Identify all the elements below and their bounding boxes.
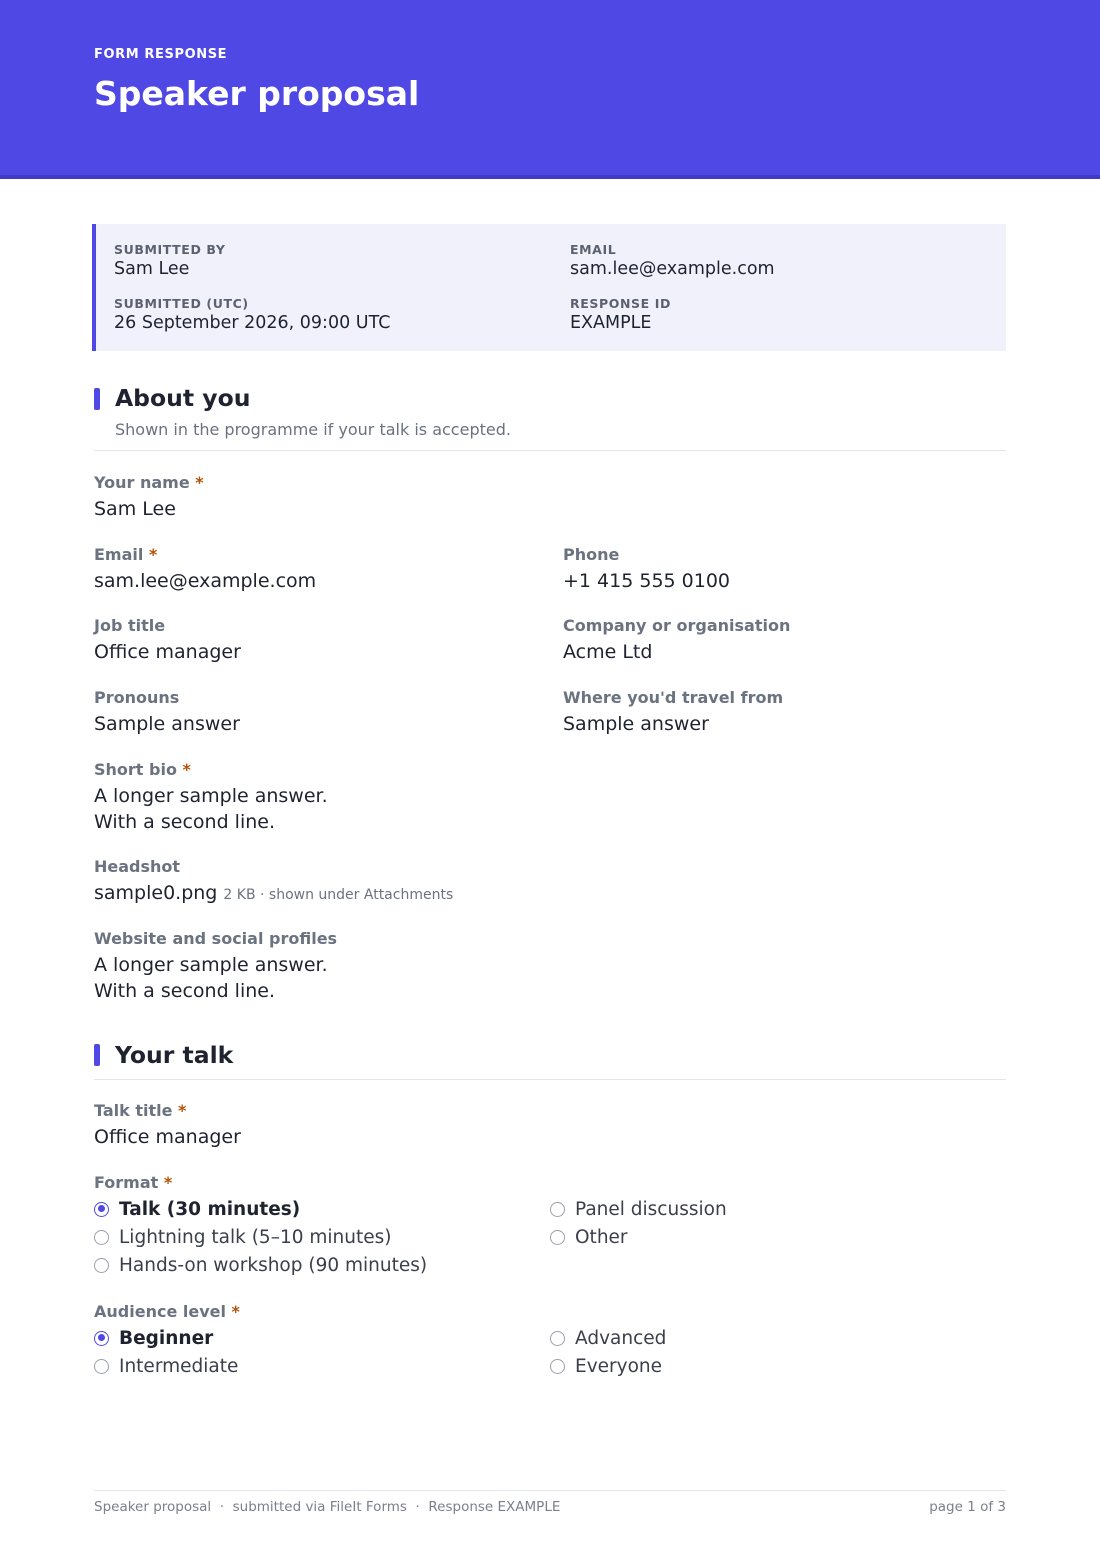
section-title: About you — [115, 384, 251, 412]
option-label: Other — [575, 1226, 628, 1248]
page-footer — [94, 1490, 1006, 1515]
field-job-title — [94, 616, 241, 666]
section-about-you — [94, 384, 1006, 451]
format-option-lightning-talk[interactable] — [94, 1225, 391, 1249]
radio-icon — [94, 1258, 109, 1273]
option-label: Hands-on workshop (90 minutes) — [119, 1254, 428, 1276]
option-label: Intermediate — [119, 1355, 239, 1377]
page-header — [0, 0, 1100, 179]
field-value: A longer sample answer. With a second line. — [94, 954, 328, 1002]
field-value: +1 415 555 0100 — [563, 570, 731, 592]
meta-label: SUBMITTED (UTC) — [114, 296, 249, 311]
page-number: page 1 of 3 — [929, 1499, 1006, 1515]
field-label: Headshot — [94, 857, 181, 876]
radio-icon — [94, 1230, 109, 1245]
section-your-talk — [94, 1041, 1006, 1080]
attachment-filename[interactable]: sample0.png — [94, 882, 218, 904]
option-label: Talk (30 minutes) — [119, 1198, 301, 1220]
field-label: Job title — [94, 616, 166, 635]
footer-text: Speaker proposal · submitted via FileIt Forms · Response EXAMPLE — [94, 1499, 561, 1515]
option-label: Beginner — [119, 1327, 214, 1349]
field-label: Email * — [94, 545, 158, 564]
radio-icon — [550, 1359, 565, 1374]
field-audience-level — [94, 1302, 240, 1322]
option-label: Advanced — [575, 1327, 667, 1349]
meta-value: Sam Lee — [114, 259, 190, 279]
field-value: sam.lee@example.com — [94, 570, 317, 592]
meta-value: EXAMPLE — [570, 313, 652, 333]
meta-submitted-at — [114, 296, 390, 334]
section-accent-bar — [94, 388, 100, 410]
field-phone — [563, 545, 730, 595]
required-marker: * — [178, 1101, 187, 1120]
format-option-talk[interactable] — [94, 1197, 300, 1221]
audience-option-everyone[interactable] — [550, 1354, 662, 1378]
meta-value: 26 September 2026, 09:00 UTC — [114, 313, 391, 333]
field-travel-from — [563, 688, 783, 738]
radio-icon — [550, 1331, 565, 1346]
field-short-bio — [94, 760, 328, 835]
field-value: Office manager — [94, 1126, 241, 1148]
option-label: Everyone — [575, 1355, 662, 1377]
page-title: Speaker proposal — [94, 74, 420, 113]
field-label: Website and social profiles — [94, 929, 338, 948]
field-your-name — [94, 473, 204, 523]
audience-option-beginner[interactable] — [94, 1326, 213, 1350]
section-accent-bar — [94, 1044, 100, 1066]
format-option-workshop[interactable] — [94, 1253, 427, 1277]
audience-option-intermediate[interactable] — [94, 1354, 238, 1378]
field-pronouns — [94, 688, 240, 738]
field-label: Talk title * — [94, 1101, 187, 1120]
required-marker: * — [148, 545, 158, 564]
field-label: Pronouns — [94, 688, 180, 707]
required-marker: * — [231, 1302, 240, 1321]
field-talk-title — [94, 1101, 241, 1151]
meta-label: RESPONSE ID — [570, 296, 671, 311]
attachment-note: 2 KB · shown under Attachments — [223, 887, 454, 903]
required-marker: * — [182, 760, 191, 779]
field-value: Sam Lee — [94, 498, 176, 520]
field-value: A longer sample answer. With a second line. — [94, 785, 328, 833]
option-label: Lightning talk (5–10 minutes) — [119, 1226, 392, 1248]
meta-value: sam.lee@example.com — [570, 259, 775, 279]
field-company — [563, 616, 790, 666]
field-label: Short bio * — [94, 760, 191, 779]
radio-icon — [550, 1202, 565, 1217]
required-marker: * — [163, 1173, 173, 1192]
field-label: Company or organisation — [563, 616, 791, 635]
option-label: Panel discussion — [575, 1198, 727, 1220]
section-description: Shown in the programme if your talk is accepted. — [115, 420, 511, 439]
format-option-other[interactable] — [550, 1225, 628, 1249]
radio-icon — [550, 1230, 565, 1245]
field-label: Format * — [94, 1173, 173, 1192]
field-email — [94, 545, 316, 595]
field-label: Your name * — [94, 473, 204, 492]
field-value: Sample answer — [94, 713, 240, 735]
section-title: Your talk — [115, 1041, 234, 1069]
radio-icon — [94, 1202, 109, 1217]
field-value: Office manager — [94, 641, 241, 663]
field-label: Audience level * — [94, 1302, 240, 1321]
header-eyebrow: FORM RESPONSE — [94, 47, 228, 62]
meta-label: EMAIL — [570, 242, 617, 257]
audience-option-advanced[interactable] — [550, 1326, 666, 1350]
radio-icon — [94, 1359, 109, 1374]
field-label: Phone — [563, 545, 620, 564]
radio-icon — [94, 1331, 109, 1346]
meta-response-id — [570, 296, 671, 334]
submission-meta — [92, 224, 1006, 351]
format-option-panel[interactable] — [550, 1197, 727, 1221]
field-website — [94, 929, 337, 1004]
field-format — [94, 1173, 172, 1193]
field-value — [94, 881, 453, 909]
field-headshot — [94, 857, 453, 909]
meta-label: SUBMITTED BY — [114, 242, 226, 257]
field-value: Acme Ltd — [563, 641, 653, 663]
meta-email — [570, 242, 775, 280]
required-marker: * — [195, 473, 204, 492]
field-value: Sample answer — [563, 713, 709, 735]
meta-submitted-by — [114, 242, 225, 280]
field-label: Where you'd travel from — [563, 688, 784, 707]
